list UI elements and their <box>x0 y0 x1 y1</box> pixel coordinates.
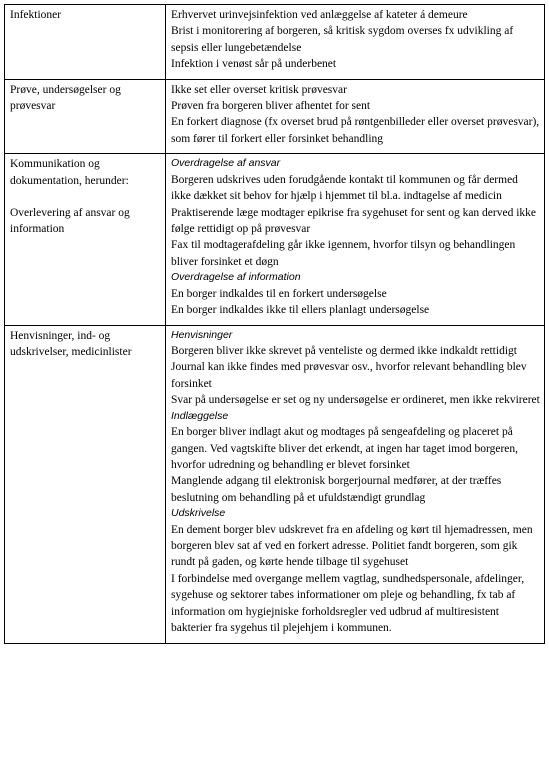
category-cell <box>5 325 166 643</box>
incident-category-table <box>4 4 545 644</box>
category-label: Kommunikation og dokumentation, herunder: <box>10 158 129 187</box>
table-row <box>5 5 545 80</box>
category-label: Henvisninger, ind- og udskrivelser, medicinlister <box>10 329 132 358</box>
subsection-heading: Indlæggelse <box>171 409 229 422</box>
example-item: En borger bliver indlagt akut og modtages på sengeafdeling og placeret på gangen. Ved vagtskifte bliver det erkendt, at ingen har taget imod borgeren, hvorfor udredning og behandling er blevet forsinket <box>171 426 519 471</box>
subsection-heading: Overdragelse af ansvar <box>171 157 281 170</box>
subsection-heading: Henvisninger <box>171 328 233 341</box>
example-item: Erhvervet urinvejsinfektion ved anlæggelse af kateter á demeure <box>171 9 468 21</box>
example-item: Infektion i venøst sår på underbenet <box>171 58 337 71</box>
example-item: Prøven fra borgeren bliver afhentet for sent <box>171 100 371 113</box>
category-cell <box>5 79 166 154</box>
table-body <box>5 5 545 644</box>
example-item: En borger indkaldes ikke til ellers planlagt undersøgelse <box>171 304 430 317</box>
category-cell <box>5 5 166 80</box>
subsection-heading: Overdragelse af information <box>171 271 301 284</box>
example-item: Fax til modtagerafdeling går ikke igennem, hvorfor tilsyn og behandlingen bliver forsinket et døgn <box>171 239 516 268</box>
category-label: Infektioner <box>10 9 62 21</box>
example-item: Brist i monitorering af borgeren, så kritisk sygdom overses fx udvikling af sepsis eller lungebetændelse <box>171 25 514 54</box>
example-item: Journal kan ikke findes med prøvesvar osv., hvorfor relevant behandling blev forsinket <box>171 361 527 390</box>
subsection-heading: Udskrivelse <box>171 507 226 520</box>
example-item: I forbindelse med overgange mellem vagtlag, sundhedspersonale, afdelinger, sygehuse og sektorer tabes informationer om pleje og behandling, fx tab af information om hygiejniske forholdsregler ved udbrud af multiresistent bakterier fra sygehus til plejehjem i kommunen. <box>171 572 525 635</box>
table-row <box>5 325 545 643</box>
example-item: Ikke set eller overset kritisk prøvesvar <box>171 83 347 96</box>
examples-cell <box>166 325 545 643</box>
spacer <box>10 189 161 205</box>
example-item: En forkert diagnose (fx overset brud på røntgenbilleder eller overset prøvesvar), som fører til forkert eller forsinket behandling <box>171 116 540 145</box>
table-row <box>5 154 545 325</box>
example-item: Praktiserende læge modtager epikrise fra sygehuset for sent og kan derved ikke følge rettidigt op på prøvesvar <box>171 206 537 235</box>
example-item: Manglende adgang til elektronisk borgerjournal medfører, at der træffes beslutning om behandling på et ufuldstændigt grundlag <box>171 475 502 504</box>
category-cell <box>5 154 166 325</box>
category-label: Prøve, undersøgelser og prøvesvar <box>10 83 121 113</box>
examples-cell <box>166 79 545 154</box>
example-item: Svar på undersøgelse er set og ny undersøgelse er ordineret, men ikke rekvireret <box>171 394 540 407</box>
example-item: En dement borger blev udskrevet fra en afdeling og kørt til hjemadressen, men borgeren blev sat af ved en forkert adresse. Politiet fandt borgeren, som gik rundt på gaden, og kørte hende tilbage til sygehuset <box>171 523 533 569</box>
examples-cell <box>166 154 545 325</box>
example-item: En borger indkaldes til en forkert undersøgelse <box>171 287 387 300</box>
table-row <box>5 79 545 154</box>
examples-cell <box>166 5 545 80</box>
example-item: Borgeren udskrives uden forudgående kontakt til kommunen og får dermed ikke dækket sit behov for hjælp i hjemmet til bl.a. indtagelse af medicin <box>171 173 518 203</box>
category-label: Overlevering af ansvar og information <box>10 207 130 236</box>
example-item: Borgeren bliver ikke skrevet på venteliste og dermed ikke indkaldt rettidigt <box>171 345 517 357</box>
